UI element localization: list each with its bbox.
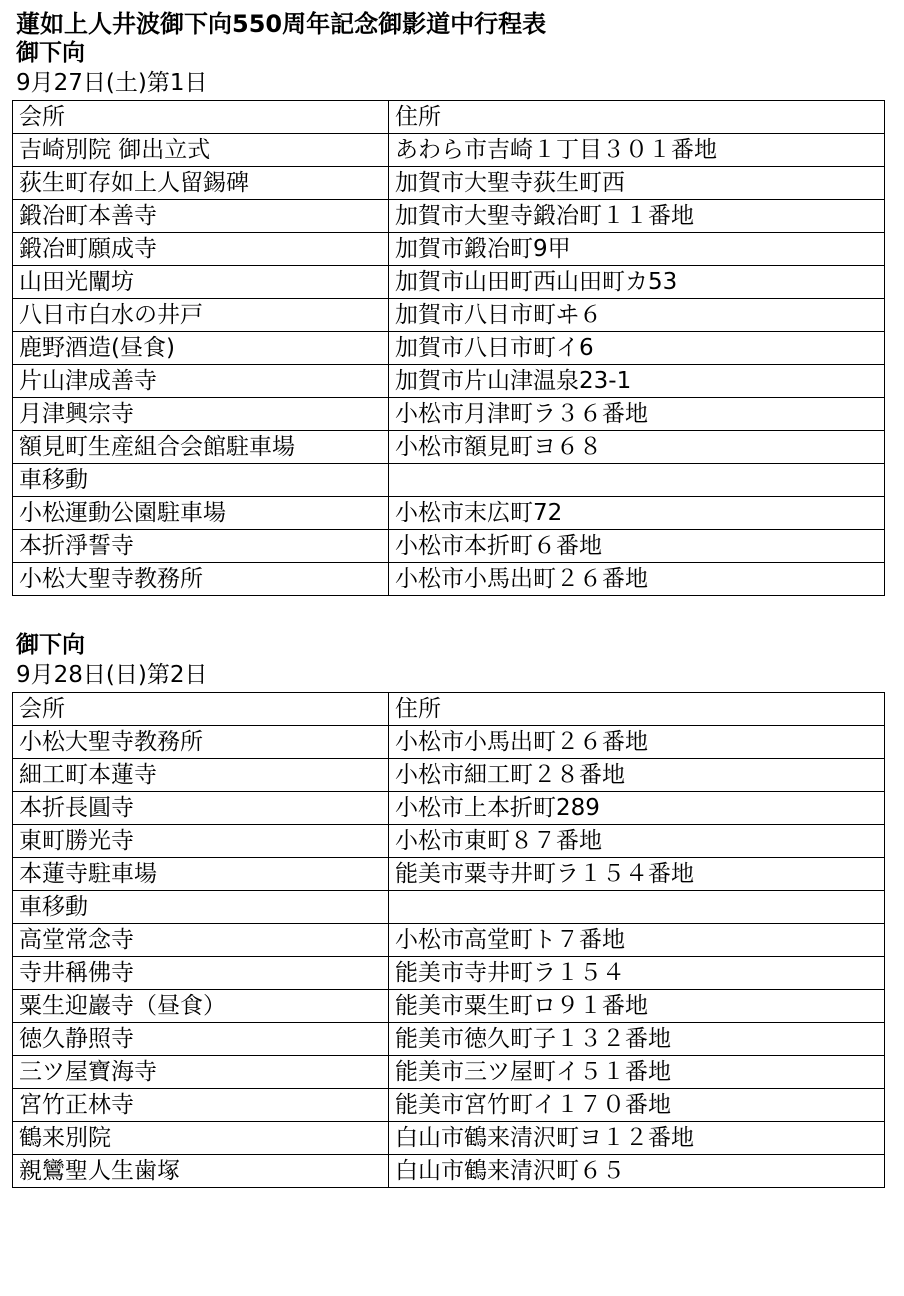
address-cell: 小松市本折町６番地 bbox=[389, 530, 885, 563]
venue-cell: 親鸞聖人生歯塚 bbox=[13, 1155, 389, 1188]
table-header-row bbox=[13, 101, 885, 134]
table-row bbox=[13, 792, 885, 825]
venue-cell: 小松運動公園駐車場 bbox=[13, 497, 389, 530]
table-row bbox=[13, 530, 885, 563]
address-cell: 白山市鶴来清沢町６５ bbox=[389, 1155, 885, 1188]
address-cell: 小松市小馬出町２６番地 bbox=[389, 726, 885, 759]
address-cell: 小松市額見町ヨ６８ bbox=[389, 431, 885, 464]
schedule-section bbox=[12, 632, 884, 1188]
address-cell: 能美市宮竹町イ１７０番地 bbox=[389, 1089, 885, 1122]
address-cell: 能美市粟生町ロ９１番地 bbox=[389, 990, 885, 1023]
venue-cell: 三ツ屋寶海寺 bbox=[13, 1056, 389, 1089]
venue-cell: 寺井稱佛寺 bbox=[13, 957, 389, 990]
document-title: 蓮如上人井波御下向550周年記念御影道中行程表 bbox=[16, 10, 547, 38]
table-row bbox=[13, 200, 885, 233]
table-row bbox=[13, 726, 885, 759]
address-cell: 小松市細工町２８番地 bbox=[389, 759, 885, 792]
address-cell: 小松市月津町ラ３６番地 bbox=[389, 398, 885, 431]
venue-cell: 東町勝光寺 bbox=[13, 825, 389, 858]
table-row bbox=[13, 398, 885, 431]
address-cell: 加賀市大聖寺鍛冶町１１番地 bbox=[389, 200, 885, 233]
address-cell: 加賀市山田町西山田町カ53 bbox=[389, 266, 885, 299]
address-cell bbox=[389, 891, 885, 924]
sections-container bbox=[12, 40, 884, 1188]
venue-cell: 鹿野酒造(昼食) bbox=[13, 332, 389, 365]
section-gap bbox=[12, 596, 884, 632]
address-cell: 加賀市大聖寺荻生町西 bbox=[389, 167, 885, 200]
table-row bbox=[13, 563, 885, 596]
venue-cell: 片山津成善寺 bbox=[13, 365, 389, 398]
schedule-section bbox=[12, 40, 884, 596]
address-cell: あわら市吉崎１丁目３０１番地 bbox=[389, 134, 885, 167]
address-cell: 加賀市鍛冶町9甲 bbox=[389, 233, 885, 266]
table-header-row bbox=[13, 693, 885, 726]
venue-cell: 山田光闡坊 bbox=[13, 266, 389, 299]
address-cell: 加賀市八日市町イ6 bbox=[389, 332, 885, 365]
table-row bbox=[13, 858, 885, 891]
table-row bbox=[13, 1122, 885, 1155]
venue-cell: 小松大聖寺教務所 bbox=[13, 563, 389, 596]
table-row bbox=[13, 167, 885, 200]
section-heading: 御下向 bbox=[16, 632, 85, 658]
address-cell: 小松市東町８７番地 bbox=[389, 825, 885, 858]
venue-cell: 本蓮寺駐車場 bbox=[13, 858, 389, 891]
venue-cell: 細工町本蓮寺 bbox=[13, 759, 389, 792]
address-cell: 能美市徳久町子１３２番地 bbox=[389, 1023, 885, 1056]
table-row bbox=[13, 332, 885, 365]
venue-cell: 月津興宗寺 bbox=[13, 398, 389, 431]
table-row bbox=[13, 497, 885, 530]
table-row bbox=[13, 1056, 885, 1089]
header-venue: 会所 bbox=[13, 101, 389, 134]
header-address: 住所 bbox=[389, 693, 885, 726]
venue-cell: 鶴来別院 bbox=[13, 1122, 389, 1155]
address-cell: 加賀市片山津温泉23-1 bbox=[389, 365, 885, 398]
table-row bbox=[13, 825, 885, 858]
address-cell: 能美市寺井町ラ１５４ bbox=[389, 957, 885, 990]
venue-cell: 鍛冶町願成寺 bbox=[13, 233, 389, 266]
table-row bbox=[13, 1089, 885, 1122]
venue-cell: 額見町生産組合会館駐車場 bbox=[13, 431, 389, 464]
header-address: 住所 bbox=[389, 101, 885, 134]
address-cell: 能美市三ツ屋町イ５１番地 bbox=[389, 1056, 885, 1089]
table-row bbox=[13, 299, 885, 332]
table-row bbox=[13, 233, 885, 266]
venue-cell: 車移動 bbox=[13, 891, 389, 924]
table-row bbox=[13, 924, 885, 957]
table-row bbox=[13, 891, 885, 924]
venue-cell: 八日市白水の井戸 bbox=[13, 299, 389, 332]
venue-cell: 小松大聖寺教務所 bbox=[13, 726, 389, 759]
table-row bbox=[13, 365, 885, 398]
address-cell: 小松市末広町72 bbox=[389, 497, 885, 530]
address-cell: 能美市粟寺井町ラ１５４番地 bbox=[389, 858, 885, 891]
address-cell bbox=[389, 464, 885, 497]
schedule-table bbox=[12, 100, 885, 596]
section-date: 9月28日(日)第2日 bbox=[16, 662, 208, 688]
venue-cell: 宮竹正林寺 bbox=[13, 1089, 389, 1122]
table-row bbox=[13, 990, 885, 1023]
address-cell: 加賀市八日市町ヰ６ bbox=[389, 299, 885, 332]
venue-cell: 本折淨誓寺 bbox=[13, 530, 389, 563]
table-row bbox=[13, 431, 885, 464]
table-row bbox=[13, 134, 885, 167]
venue-cell: 本折長圓寺 bbox=[13, 792, 389, 825]
header-venue: 会所 bbox=[13, 693, 389, 726]
venue-cell: 鍛冶町本善寺 bbox=[13, 200, 389, 233]
address-cell: 小松市上本折町289 bbox=[389, 792, 885, 825]
table-row bbox=[13, 1023, 885, 1056]
address-cell: 小松市高堂町ト７番地 bbox=[389, 924, 885, 957]
document bbox=[12, 10, 884, 1188]
schedule-table bbox=[12, 692, 885, 1188]
venue-cell: 徳久静照寺 bbox=[13, 1023, 389, 1056]
table-row bbox=[13, 266, 885, 299]
table-row bbox=[13, 957, 885, 990]
venue-cell: 車移動 bbox=[13, 464, 389, 497]
venue-cell: 吉崎別院 御出立式 bbox=[13, 134, 389, 167]
section-date: 9月27日(土)第1日 bbox=[16, 70, 208, 96]
venue-cell: 荻生町存如上人留錫碑 bbox=[13, 167, 389, 200]
section-heading: 御下向 bbox=[16, 40, 85, 66]
venue-cell: 高堂常念寺 bbox=[13, 924, 389, 957]
venue-cell: 粟生迎巖寺（昼食） bbox=[13, 990, 389, 1023]
table-row bbox=[13, 1155, 885, 1188]
table-row bbox=[13, 759, 885, 792]
address-cell: 小松市小馬出町２６番地 bbox=[389, 563, 885, 596]
address-cell: 白山市鶴来清沢町ヨ１２番地 bbox=[389, 1122, 885, 1155]
table-row bbox=[13, 464, 885, 497]
